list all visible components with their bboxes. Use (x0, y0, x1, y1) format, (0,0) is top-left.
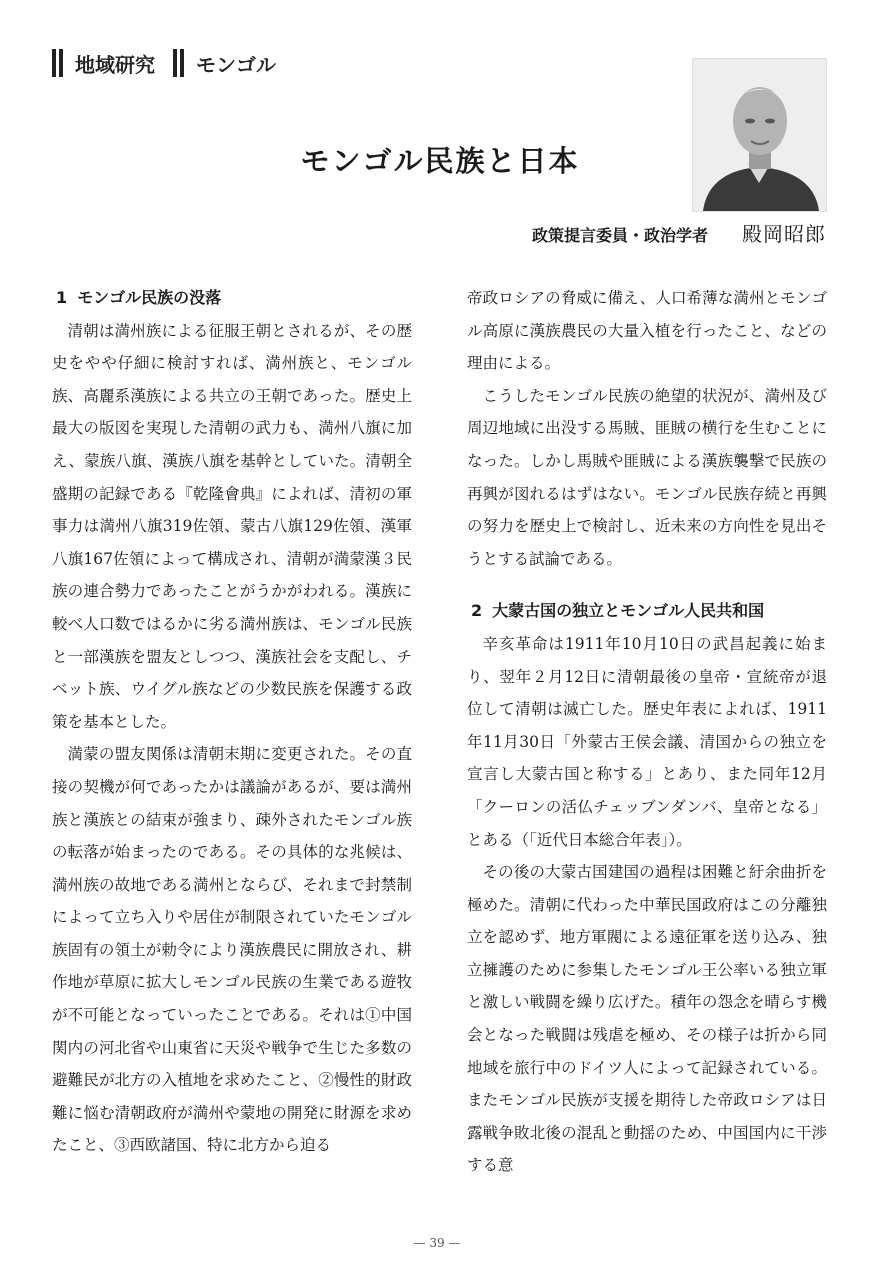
section-number: 1 (56, 288, 68, 307)
section-heading-1 (52, 282, 412, 315)
page-number: — 39 — (413, 1236, 461, 1250)
section-heading-2 (467, 595, 827, 628)
author-portrait-image (693, 59, 826, 211)
left-column (52, 282, 412, 1162)
article-title: モンゴル民族と日本 (300, 144, 580, 179)
author-name: 殿岡昭郎 (742, 222, 826, 246)
section-number: 2 (471, 601, 483, 621)
paragraph: 辛亥革命は1911年10月10日の武昌起義に始まり、翌年２月12日に清朝最後の皇帝・宣統帝が退位して清朝は滅亡した。歴史年表によれば、1911年11月30日「外蒙古王侯会議、清国からの独立を宣言し大蒙古国と称する」とあり、また同年12月「クーロンの活仏チェッブンダンバ、皇帝となる」とある（「近代日本総合年表」）。 (467, 634, 827, 849)
paragraph: その後の大蒙古国建国の過程は困難と紆余曲折を極めた。清朝に代わった中華民国政府はこの分離独立を認めず、地方軍閥による遠征軍を送り込み、独立擁護のために参集したモンゴル王公率いる独立軍と激しい戦闘を繰り広げた。積年の怨念を晴らす機会となった戦闘は残虐を極め、その様子は折から同地域を旅行中のドイツ人によって記録されている。またモンゴル民族が支援を期待した帝政ロシアは日露戦争敗北後の混乱と動揺のため、中国国内に干渉する意 (467, 863, 827, 1175)
right-column (467, 282, 827, 1182)
header-bar-mark (52, 49, 63, 77)
paragraph-continued: 帝政ロシアの脅威に備え、人口希薄な満州とモンゴル高原に漢族農民の大量入植を行ったこと、などの理由による。 (467, 289, 827, 373)
author-photo (692, 58, 827, 212)
paragraph: 清朝は満州族による征服王朝とされるが、その歴史をやや仔細に検討すれば、満州族と、モンゴル族、高麗系漢族による共立の王朝であった。歴史上最大の版図を実現した清朝の武力も、満州八旗に加え、蒙族八旗、漢族八旗を基幹としていた。清朝全盛期の記録である『乾隆會典』によれば、清初の軍事力は満州八旗319佐領、蒙古八旗129佐領、漢軍八旗167佐領によって構成され、清朝が満蒙漢３民族の連合勢力であったことがうかがわれる。漢族に較べ人口数ではるかに劣る満州族は、モンゴル民族と一部漢族を盟友としつつ、漢族社会を支配し、チベット族、ウイグル族などの少数民族を保護する政策を基本とした。 (52, 321, 412, 731)
header-bar-mark-2 (173, 49, 184, 77)
header-region: モンゴル (196, 52, 276, 77)
header-category: 地域研究 (75, 52, 155, 77)
author-role: 政策提言委員・政治学者 (531, 226, 708, 245)
paragraph: こうしたモンゴル民族の絶望的状況が、満州及び周辺地域に出没する馬賊、匪賊の横行を生むことになった。しかし馬賊や匪賊による漢族襲撃で民族の再興が図れるはずはない。モンゴル民族存続と再興の努力を歴史上で検討し、近未来の方向性を見出そうとする試論である。 (467, 386, 827, 568)
section-header (52, 46, 276, 80)
byline (470, 218, 826, 247)
section-title: モンゴル民族の没落 (77, 288, 222, 307)
section-title: 大蒙古国の独立とモンゴル人民共和国 (492, 601, 765, 621)
paragraph: 満蒙の盟友関係は清朝末期に変更された。その直接の契機が何であったかは議論があるが、要は満州族と漢族との結束が強まり、疎外されたモンゴル族の転落が始まったのである。その具体的な兆候は、満州族の故地である満州とならび、それまで封禁制によって立ち入りや居住が制限されていたモンゴル族固有の領土が勅令により漢族農民に開放され、耕作地が草原に拡大しモンゴル民族の生業である遊牧が不可能となっていったことである。それは①中国関内の河北省や山東省に天災や戦争で生じた多数の避難民が北方の入植地を求めたこと、②慢性的財政難に悩む清朝政府が満州や蒙地の開発に財源を求めたこと、③西欧諸国、特に北方から迫る (52, 745, 412, 1155)
